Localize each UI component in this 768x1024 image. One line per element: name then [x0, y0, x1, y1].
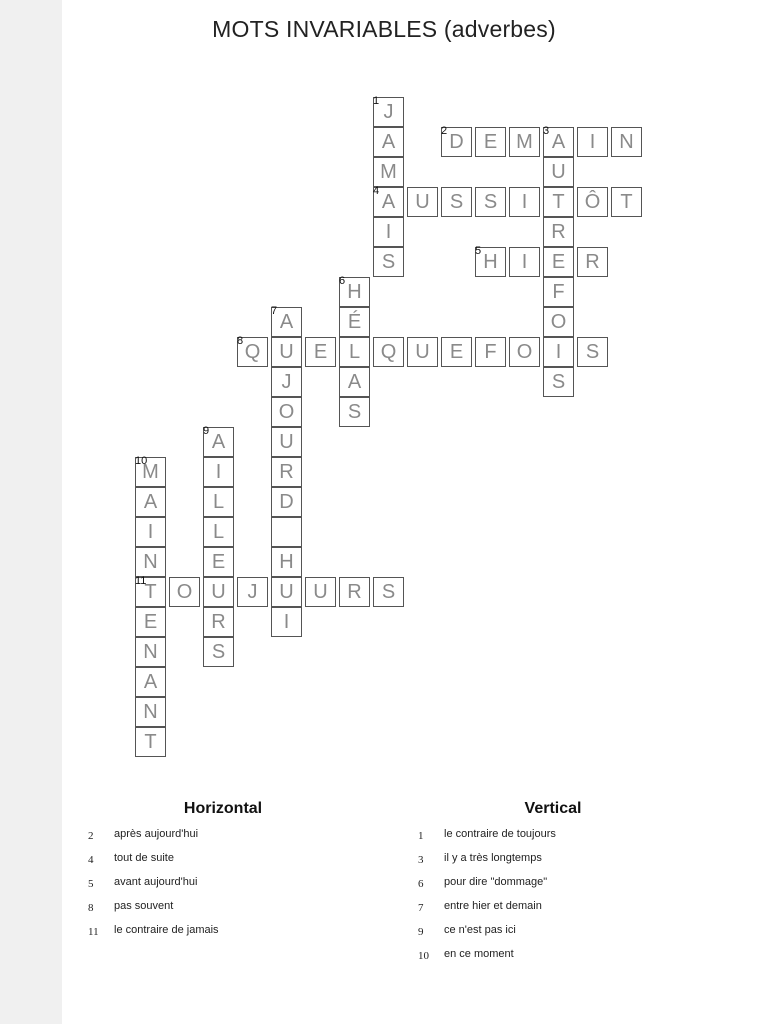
cell-letter: E — [143, 610, 158, 633]
clue-number: 11 — [88, 926, 99, 938]
grid-cell — [373, 97, 404, 127]
cell-letter: H — [483, 250, 498, 273]
cell-letter: J — [281, 370, 292, 393]
grid-cell — [577, 187, 608, 217]
clue-number: 2 — [88, 830, 94, 842]
grid-cell — [271, 337, 302, 367]
cell-letter: M — [142, 460, 159, 483]
cell-letter: R — [279, 460, 294, 483]
clue-number: 9 — [418, 926, 424, 938]
cell-letter: L — [212, 490, 225, 513]
cell-letter: A — [381, 130, 396, 153]
cell-letter: D — [449, 130, 464, 153]
cell-letter: O — [176, 580, 193, 603]
cell-letter: D — [279, 490, 294, 513]
clue-text: tout de suite — [114, 852, 174, 864]
cell-letter: F — [484, 340, 497, 363]
cell-letter: S — [483, 190, 498, 213]
vertical-clue — [418, 924, 708, 948]
grid-cell — [407, 337, 438, 367]
cell-number: 1 — [373, 95, 380, 107]
grid-cell — [135, 637, 166, 667]
cell-letter: A — [211, 430, 226, 453]
grid-cell — [135, 457, 166, 487]
grid-cell — [271, 307, 302, 337]
cell-letter: I — [385, 220, 392, 243]
grid-cell — [373, 247, 404, 277]
vertical-clues — [418, 800, 708, 972]
clue-text: il y a très longtemps — [444, 852, 542, 864]
grid-cell — [577, 337, 608, 367]
grid-cell — [543, 367, 574, 397]
cell-letter: A — [551, 130, 566, 153]
cell-letter: U — [279, 340, 294, 363]
clue-number: 3 — [418, 854, 424, 866]
cell-letter — [272, 518, 301, 546]
grid-cell — [373, 337, 404, 367]
clue-text: ce n'est pas ici — [444, 924, 516, 936]
cell-letter: S — [585, 340, 600, 363]
grid-cell — [203, 487, 234, 517]
grid-cell — [305, 337, 336, 367]
cell-letter: I — [283, 610, 290, 633]
grid-cell — [373, 217, 404, 247]
cell-number: 5 — [475, 245, 482, 257]
cell-letter: U — [551, 160, 566, 183]
grid-cell — [543, 217, 574, 247]
cell-number: 3 — [543, 125, 550, 137]
vertical-clue — [418, 828, 708, 852]
cell-letter: H — [279, 550, 294, 573]
clue-text: après aujourd'hui — [114, 828, 199, 840]
cell-letter: F — [552, 280, 565, 303]
clue-number: 10 — [418, 950, 429, 962]
cell-letter: R — [347, 580, 362, 603]
grid-cell — [339, 337, 370, 367]
cell-letter: T — [144, 730, 157, 753]
grid-cell — [135, 667, 166, 697]
grid-cell — [339, 307, 370, 337]
cell-number: 4 — [373, 185, 380, 197]
cell-letter: L — [348, 340, 361, 363]
cell-letter: I — [215, 460, 222, 483]
grid-cell — [135, 607, 166, 637]
clue-text: le contraire de toujours — [444, 828, 556, 840]
cell-letter: I — [589, 130, 596, 153]
cell-number: 9 — [203, 425, 210, 437]
cell-letter: M — [380, 160, 397, 183]
grid-cell — [509, 127, 540, 157]
clue-text: pas souvent — [114, 900, 174, 912]
cell-letter: I — [521, 190, 528, 213]
grid-cell — [543, 337, 574, 367]
grid-cell — [203, 607, 234, 637]
cell-letter: T — [144, 580, 157, 603]
grid-cell — [339, 277, 370, 307]
grid-cell — [237, 577, 268, 607]
grid-cell — [509, 247, 540, 277]
grid-cell — [543, 187, 574, 217]
cell-letter: S — [381, 580, 396, 603]
clue-number: 4 — [88, 854, 94, 866]
cell-letter: É — [347, 310, 362, 333]
cell-letter: Q — [244, 340, 261, 363]
cell-letter: O — [550, 310, 567, 333]
clue-number: 7 — [418, 902, 424, 914]
cell-letter: N — [143, 700, 158, 723]
grid-cell — [475, 127, 506, 157]
grid-cell — [373, 187, 404, 217]
grid-cell — [441, 127, 472, 157]
cell-letter: A — [347, 370, 362, 393]
cell-letter: U — [415, 190, 430, 213]
grid-cell — [577, 127, 608, 157]
cell-letter: R — [211, 610, 226, 633]
cell-letter: N — [143, 640, 158, 663]
grid-cell — [611, 127, 642, 157]
horizontal-clue — [88, 852, 378, 876]
grid-cell — [169, 577, 200, 607]
vertical-heading: Vertical — [524, 800, 582, 817]
grid-cell — [271, 367, 302, 397]
vertical-clue — [418, 900, 708, 924]
grid-cell — [237, 337, 268, 367]
cell-number: 10 — [135, 455, 148, 467]
cell-letter: N — [619, 130, 634, 153]
grid-cell — [135, 547, 166, 577]
grid-cell — [271, 577, 302, 607]
vertical-clue — [418, 852, 708, 876]
clue-text: pour dire "dommage" — [444, 876, 548, 888]
cell-number: 8 — [237, 335, 244, 347]
grid-cell — [611, 187, 642, 217]
horizontal-clue — [88, 900, 378, 924]
grid-cell — [203, 427, 234, 457]
grid-cell — [577, 247, 608, 277]
cell-letter: H — [347, 280, 362, 303]
vertical-clue — [418, 948, 708, 972]
clue-number: 1 — [418, 830, 424, 842]
grid-cell — [339, 577, 370, 607]
cell-number: 6 — [339, 275, 346, 287]
grid-cell — [271, 397, 302, 427]
clue-number: 5 — [88, 878, 94, 890]
grid-cell — [203, 637, 234, 667]
page-title: MOTS INVARIABLES (adverbes) — [212, 16, 556, 42]
cell-letter: U — [279, 430, 294, 453]
clue-text: en ce moment — [444, 948, 514, 960]
cell-letter: R — [551, 220, 566, 243]
cell-letter: J — [247, 580, 258, 603]
cell-letter: S — [347, 400, 362, 423]
cell-letter: I — [147, 520, 154, 543]
horizontal-clue — [88, 924, 378, 948]
cell-letter: Q — [380, 340, 397, 363]
grid-cell — [407, 187, 438, 217]
cell-letter: S — [211, 640, 226, 663]
horizontal-clue — [88, 876, 378, 900]
cell-letter: E — [551, 250, 566, 273]
cell-letter: E — [313, 340, 328, 363]
grid-cell — [135, 517, 166, 547]
clue-number: 8 — [88, 902, 94, 914]
clue-text: avant aujourd'hui — [114, 876, 198, 888]
cell-letter: E — [211, 550, 226, 573]
grid-cell — [543, 127, 574, 157]
cell-letter: M — [516, 130, 533, 153]
cell-letter: U — [313, 580, 328, 603]
cell-letter: E — [483, 130, 498, 153]
grid-cell — [203, 517, 234, 547]
grid-cell — [509, 337, 540, 367]
cell-letter: A — [143, 490, 158, 513]
cell-letter: U — [279, 580, 294, 603]
grid-cell — [271, 607, 302, 637]
cell-letter: L — [212, 520, 225, 543]
cell-letter: S — [551, 370, 566, 393]
horizontal-clue — [88, 828, 378, 852]
grid-cell — [441, 187, 472, 217]
cell-letter: E — [449, 340, 464, 363]
cell-letter: U — [415, 340, 430, 363]
cell-letter: R — [585, 250, 600, 273]
grid-cell — [271, 457, 302, 487]
cell-letter: I — [555, 340, 562, 363]
grid-cell — [271, 517, 302, 547]
grid-cell — [339, 397, 370, 427]
cell-number: 2 — [441, 125, 448, 137]
grid-cell — [475, 247, 506, 277]
grid-cell — [543, 277, 574, 307]
horizontal-heading: Horizontal — [183, 800, 263, 817]
grid-cell — [441, 337, 472, 367]
cell-letter: O — [516, 340, 533, 363]
grid-cell — [373, 127, 404, 157]
grid-cell — [543, 307, 574, 337]
grid-cell — [475, 187, 506, 217]
grid-cell — [203, 457, 234, 487]
cell-letter: J — [383, 100, 394, 123]
grid-cell — [543, 247, 574, 277]
cell-letter: A — [143, 670, 158, 693]
grid-cell — [509, 187, 540, 217]
cell-letter: I — [521, 250, 528, 273]
cell-letter: A — [381, 190, 396, 213]
grid-cell — [203, 547, 234, 577]
cell-letter: S — [381, 250, 396, 273]
grid-cell — [373, 577, 404, 607]
cell-letter: U — [211, 580, 226, 603]
cell-letter: N — [143, 550, 158, 573]
cell-letter: S — [449, 190, 464, 213]
grid-cell — [475, 337, 506, 367]
cell-letter: T — [552, 190, 565, 213]
cell-letter: A — [279, 310, 294, 333]
cell-letter: Ô — [584, 190, 601, 213]
grid-cell — [271, 427, 302, 457]
horizontal-clues — [88, 800, 378, 948]
grid-cell — [203, 577, 234, 607]
cell-number: 7 — [271, 305, 278, 317]
grid-cell — [271, 547, 302, 577]
clue-text: le contraire de jamais — [114, 924, 219, 936]
grid-cell — [339, 367, 370, 397]
grid-cell — [135, 487, 166, 517]
grid-cell — [135, 577, 166, 607]
grid-cell — [271, 487, 302, 517]
grid-cell — [135, 727, 166, 757]
grid-cell — [305, 577, 336, 607]
cell-number: 11 — [135, 575, 147, 587]
vertical-clue — [418, 876, 708, 900]
clue-text: entre hier et demain — [444, 900, 542, 912]
grid-cell — [543, 157, 574, 187]
cell-letter: O — [278, 400, 295, 423]
cell-letter: T — [620, 190, 633, 213]
clue-number: 6 — [418, 878, 424, 890]
grid-cell — [135, 697, 166, 727]
grid-cell — [373, 157, 404, 187]
